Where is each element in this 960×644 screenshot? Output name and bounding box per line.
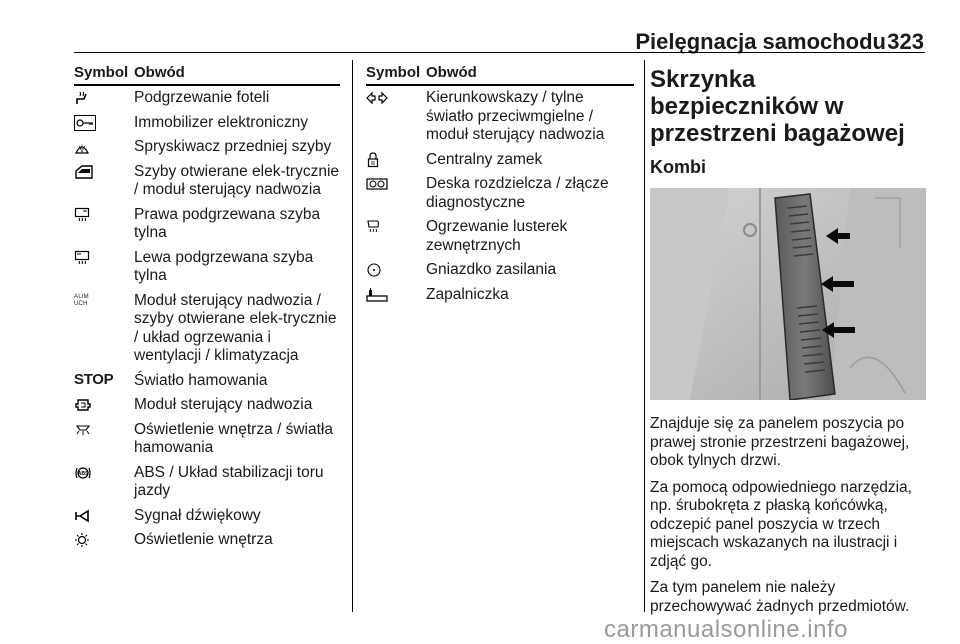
table-row [366, 286, 634, 305]
section-title: Skrzynka bezpieczników w przestrzeni bagażowej [650, 66, 905, 147]
interior-light-icon [74, 531, 134, 549]
mirror-heating-icon [366, 218, 426, 236]
table-row [366, 151, 634, 170]
table-row [74, 249, 340, 286]
table-row [74, 292, 340, 366]
fuse-label: Kierunkowskazy / tylne światło przeciwmgielne / moduł sterujący nadwozia [426, 89, 605, 143]
fuse-label: Zapalniczka [426, 285, 509, 303]
fuse-table-left [74, 64, 340, 556]
fuse-label: Spryskiwacz przedniej szyby [134, 138, 332, 155]
page-header-title: Pielęgnacja samochodu [635, 29, 886, 54]
table-row [366, 218, 634, 255]
fuse-label: Centralny zamek [426, 150, 543, 168]
fuse-label: Immobilizer elektroniczny [134, 113, 308, 131]
central-lock-icon [366, 151, 426, 169]
table-row [74, 507, 340, 526]
table-header [366, 64, 634, 86]
cigarette-lighter-icon [366, 286, 426, 304]
fuse-label: Oświetlenie wnętrza / światła hamowania [134, 420, 333, 456]
windshield-washer-icon [74, 138, 134, 156]
symbol-column-header: Symbol [366, 64, 421, 81]
column-divider-1 [352, 60, 353, 612]
table-row [366, 175, 634, 212]
fuse-label: Lewa podgrzewana szyba tylna [134, 248, 314, 284]
table-row [74, 372, 340, 391]
table-row [74, 396, 340, 415]
fuse-label: Szyby otwierane elek-trycznie / moduł sterujący nadwozia [134, 162, 340, 198]
page-number: 323 [887, 29, 924, 54]
abs-icon [74, 464, 134, 482]
fuse-table-right [366, 64, 634, 310]
power-outlet-icon [366, 261, 426, 279]
power-window-icon [74, 163, 134, 181]
table-row [74, 138, 340, 157]
fuse-label: Gniazdko zasilania [426, 261, 557, 278]
fuse-label: Moduł sterujący nadwozia / szyby otwierane elek-trycznie / układ ogrzewania i wentylacji / klimatyzacja [134, 291, 337, 364]
header-rule [74, 52, 925, 53]
interior-light-brake-icon [74, 421, 134, 439]
table-row [74, 531, 340, 550]
table-row [74, 464, 340, 501]
table-row [74, 206, 340, 243]
table-row [74, 114, 340, 133]
rear-defrost-left-icon [74, 249, 134, 267]
turn-signal-icon [366, 89, 426, 107]
column-divider-2 [644, 60, 645, 612]
fuse-label: Prawa podgrzewana szyba tylna [134, 205, 321, 241]
circuit-column-header: Obwód [134, 64, 185, 81]
svg-text:ABS: ABS [77, 470, 89, 477]
fuse-label: Moduł sterujący nadwozia [134, 396, 313, 413]
watermark: carmanualsonline.info [604, 616, 848, 643]
paragraph: Znajduje się za panelem poszycia po prawej stronie przestrzeni bagażowej, obok tylnych drzwi. [650, 415, 910, 469]
paragraph: Za pomocą odpowiedniego narzędzia, np. śrubokręta z płaską końcówką, odczepić panel poszycia w trzech miejscach wskazanych na ilustracji i zdjąć go. [650, 478, 912, 570]
rear-defrost-right-icon [74, 206, 134, 224]
section-subtitle: Kombi [650, 157, 706, 177]
seat-heating-icon [74, 89, 134, 107]
fuse-label: Ogrzewanie lusterek zewnętrznych [426, 218, 568, 254]
table-row [74, 163, 340, 200]
stop-icon: STOP [74, 371, 114, 389]
table-row [366, 261, 634, 280]
fuse-label: Światło hamowania [134, 371, 268, 389]
body-control-module-icon [74, 396, 134, 414]
fuse-label: Oświetlenie wnętrza [134, 531, 273, 548]
immobilizer-key-icon [74, 114, 134, 132]
section-column [650, 64, 926, 624]
table-header [74, 64, 340, 86]
alim-uch-icon: ALIM UCH [74, 294, 89, 307]
fuse-label: ABS / Układ stabilizacji toru jazdy [134, 463, 324, 499]
horn-icon [74, 507, 134, 525]
circuit-column-header: Obwód [426, 64, 477, 81]
table-row [74, 421, 340, 458]
fuse-box-photo [650, 188, 926, 400]
fuse-label: Deska rozdzielcza / złącze diagnostyczne [426, 175, 609, 211]
dashboard-icon [366, 175, 426, 193]
fuse-label: Sygnał dźwiękowy [134, 506, 261, 524]
paragraph: Za tym panelem nie należy przechowywać żadnych przedmiotów. [650, 579, 910, 615]
table-row [366, 89, 634, 145]
symbol-column-header: Symbol [74, 64, 129, 81]
table-row [74, 89, 340, 108]
fuse-label: Podgrzewanie foteli [134, 89, 270, 106]
